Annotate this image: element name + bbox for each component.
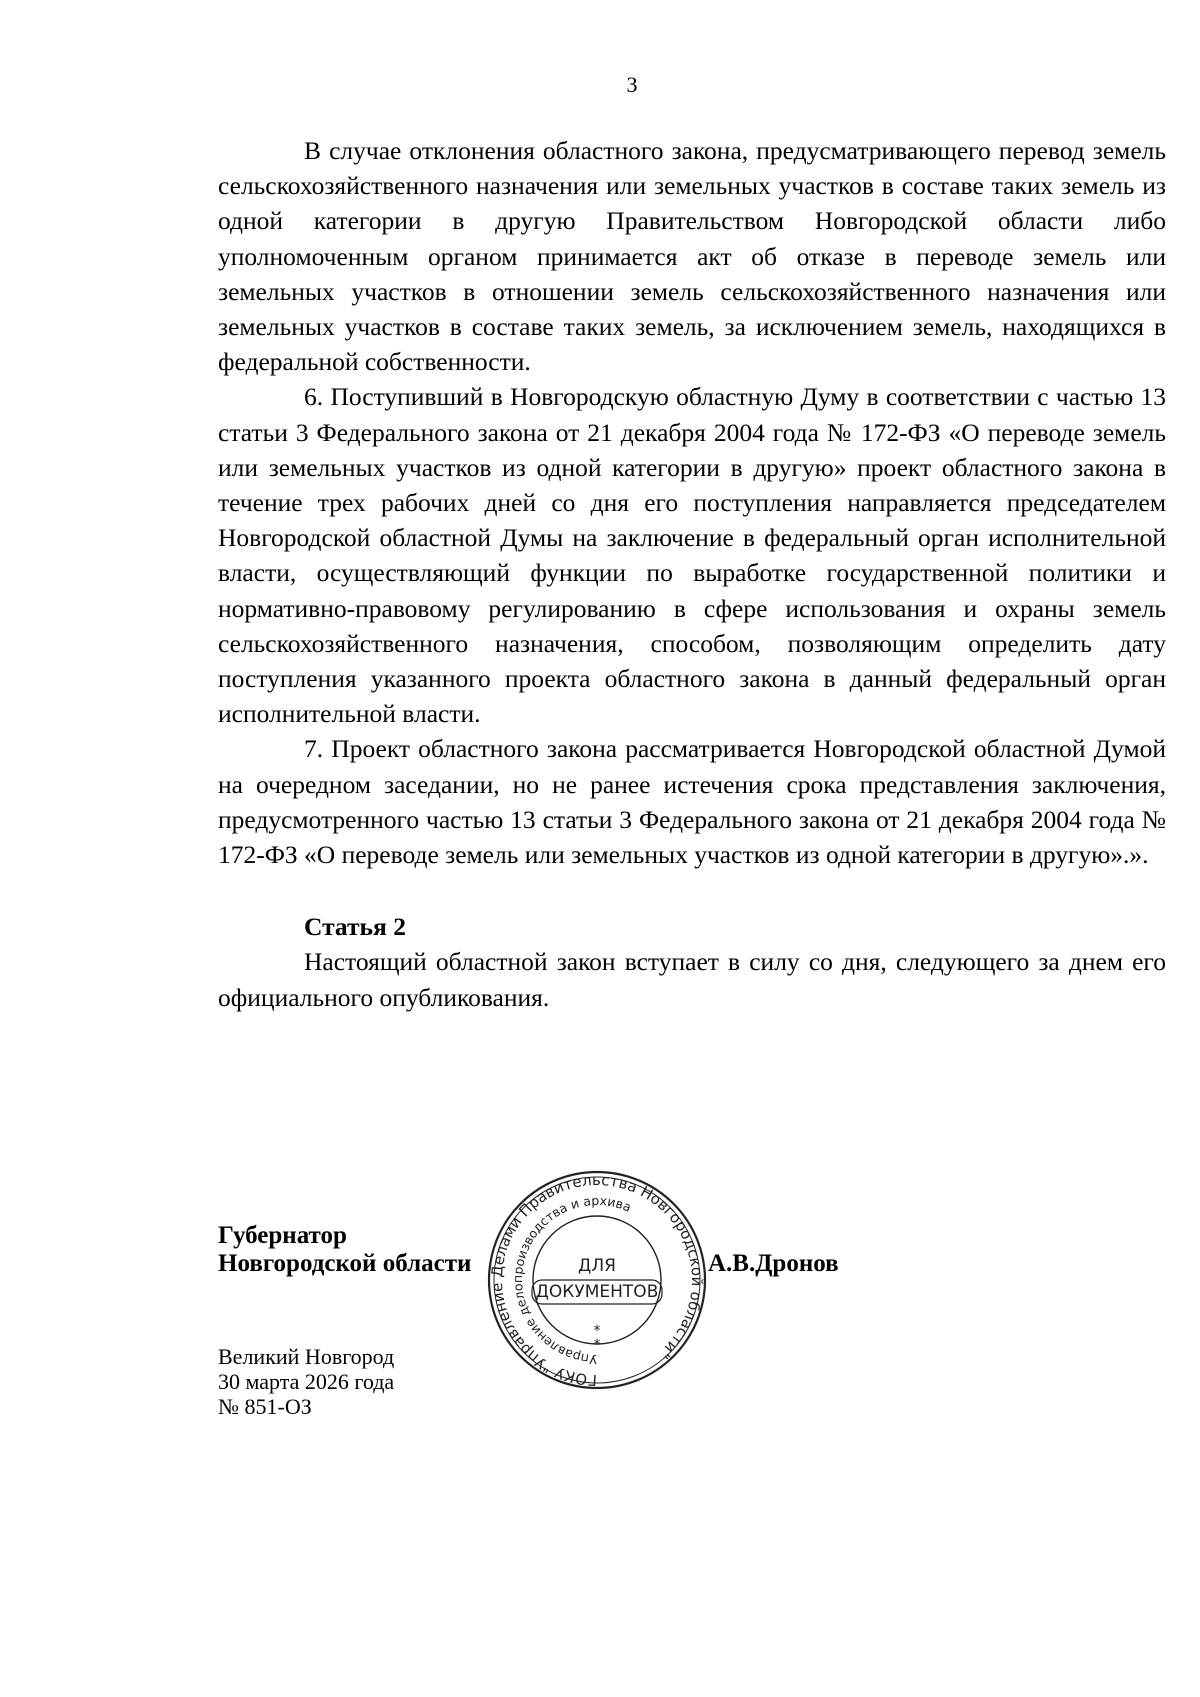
article-2-heading: Статья 2 xyxy=(304,912,406,942)
paragraph-item-6: 6. Поступивший в Новгородскую областную Думу в соответствии с частью 13 статьи 3 Федерального закона от 21 декабря 2004 года № 172-ФЗ «О переводе земель или земельных участков из одной категории в другую» проект областного закона в течение трех рабочих дней со дня его поступления направляется председателем Новгородской областной Думы на заключение в федеральный орган исполнительной власти, осуществляющий функции по выработке государственной политики и нормативно-правовому регулированию в сфере использования и охраны земель сельскохозяйственного назначения, способом, позволяющим определить дату поступления указанного проекта областного закона в данный федеральный орган исполнительной власти. xyxy=(218,382,1166,729)
stamp-center-line2: ДОКУМЕНТОВ xyxy=(535,1282,659,1302)
article-2-text: Настоящий областной закон вступает в силу со дня, следующего за днем его официального опубликования. xyxy=(218,947,1166,1012)
document-date: 30 марта 2026 года xyxy=(218,1369,395,1394)
document-details xyxy=(218,1344,394,1419)
official-stamp xyxy=(472,1165,722,1395)
stamp-center-line1: ДЛЯ xyxy=(578,1256,616,1276)
page-number: 3 xyxy=(626,72,638,97)
paragraph-item-7: 7. Проект областного закона рассматривается Новгородской областной Думой на очередном заседании, но не ранее истечения срока представления заключения, предусмотренного частью 13 статьи 3 Федерального закона от 21 декабря 2004 года № 172-ФЗ «О переводе земель или земельных участков из одной категории в другую».». xyxy=(218,734,1166,870)
paragraph-rejection: В случае отклонения областного закона, предусматривающего перевод земель сельскохозяйственного назначения или земельных участков в составе таких земель из одной категории в другую Правительством Новгородской области либо уполномоченным органом принимается акт об отказе в переводе земель или земельных участков в отношении земель сельскохозяйственного назначения или земельных участков в составе таких земель, за исключением земель, находящихся в федеральной собственности. xyxy=(218,136,1166,377)
signatory-title: Губернатор xyxy=(218,1222,347,1249)
svg-text:*: * xyxy=(593,1337,601,1353)
document-number: № 851-ОЗ xyxy=(218,1394,312,1419)
signatory-name: А.В.Дронов xyxy=(708,1250,839,1277)
document-body xyxy=(218,133,1166,1015)
document-city: Великий Новгород xyxy=(218,1344,395,1369)
signatory-region: Новгородской области xyxy=(218,1250,472,1277)
stamp-star-icon xyxy=(594,1323,601,1353)
stamp-ring-text: ГОКУ "Управление Делами Правительства Новгородской области" xyxy=(487,1170,707,1390)
stamp-inner-text: Управление делопроизводства и архива xyxy=(510,1192,634,1368)
svg-text:*: * xyxy=(593,1323,601,1339)
